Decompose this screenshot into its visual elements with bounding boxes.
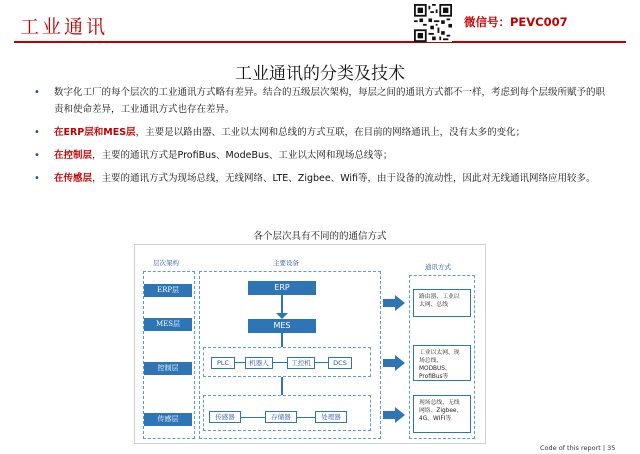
arrow-right-icon <box>383 355 405 371</box>
arrow-right-icon <box>383 407 405 423</box>
comm-method-sensor: 现场总线、无线网络、Zigbee、4G、WIFI等 <box>413 395 471 433</box>
device-dcs: DCS <box>328 357 352 369</box>
architecture-diagram <box>134 244 486 444</box>
wechat-id: 微信号：PEVC007 <box>464 15 568 29</box>
bullet-list <box>34 84 612 193</box>
bullet-text: ，主要的通讯方式为现场总线，无线网络、LTE、Zigbee、Wifi等，由于设备的流动性，因此对无线通讯网络应用较多。 <box>92 173 596 184</box>
device-processor: 处理器 <box>315 411 347 423</box>
bullet-icon: • <box>34 87 40 98</box>
qr-code <box>414 4 452 42</box>
col-header-layers: 层次架构 <box>153 259 179 267</box>
device-ipc: 工控机 <box>287 357 315 369</box>
mes-box: MES <box>248 319 316 333</box>
erp-box: ERP <box>248 281 316 295</box>
connector-line <box>281 333 283 347</box>
bullet-text: ，主要是以路由器、工业以太网和总线的方式互联，在目前的网络通讯上，没有太多的变化； <box>135 127 526 138</box>
page-title: 工业通讯的分类及技术 <box>235 64 405 84</box>
bullet-item <box>34 124 612 141</box>
page-footer: Code of this report | 35 <box>540 444 616 452</box>
connector-line <box>281 377 283 395</box>
bullet-item <box>34 84 612 118</box>
section-title: 工业通讯 <box>20 16 109 38</box>
bullet-highlight: 在控制层 <box>54 150 93 161</box>
device-storage: 存储器 <box>265 411 297 423</box>
col-header-comm: 通讯方式 <box>425 263 451 271</box>
bullet-item <box>34 147 612 164</box>
bullet-icon: • <box>34 127 40 138</box>
header-divider <box>14 41 626 43</box>
layer-erp: ERP层 <box>144 284 192 297</box>
comm-method-erp-mes: 路由器、工业以太网、总线 <box>413 289 471 317</box>
device-plc: PLC <box>211 357 235 369</box>
col-header-devices: 主要设备 <box>273 259 299 267</box>
bullet-text: ，主要的通讯方式是ProfiBus、ModeBus、工业以太网和现场总线等； <box>92 150 393 161</box>
bullet-text: 数字化工厂的每个层次的工业通讯方式略有差异。结合的五级层次架构，每层之间的通讯方式都不一样，考虑到每个层级所赋予的职责和使命差异，工业通讯方式也存在差异。 <box>54 87 606 115</box>
comm-method-control: 工业以太网、现场总线、MODBUS、ProfiBus等 <box>413 345 471 381</box>
bullet-highlight: 在传感层 <box>54 173 93 184</box>
layer-sensor: 传感层 <box>144 413 192 426</box>
bullet-icon: • <box>34 150 40 161</box>
bullet-highlight: 在ERP层和MES层 <box>54 127 136 138</box>
layer-mes: MES层 <box>144 318 192 331</box>
device-robot: 机器人 <box>245 357 273 369</box>
bullet-icon: • <box>34 173 40 184</box>
layer-control: 控制层 <box>144 362 192 375</box>
diagram-caption: 各个层次具有不同的的通信方式 <box>253 231 387 242</box>
bullet-item <box>34 170 612 187</box>
arrow-right-icon <box>383 295 405 311</box>
device-sensor: 传感器 <box>209 411 241 423</box>
